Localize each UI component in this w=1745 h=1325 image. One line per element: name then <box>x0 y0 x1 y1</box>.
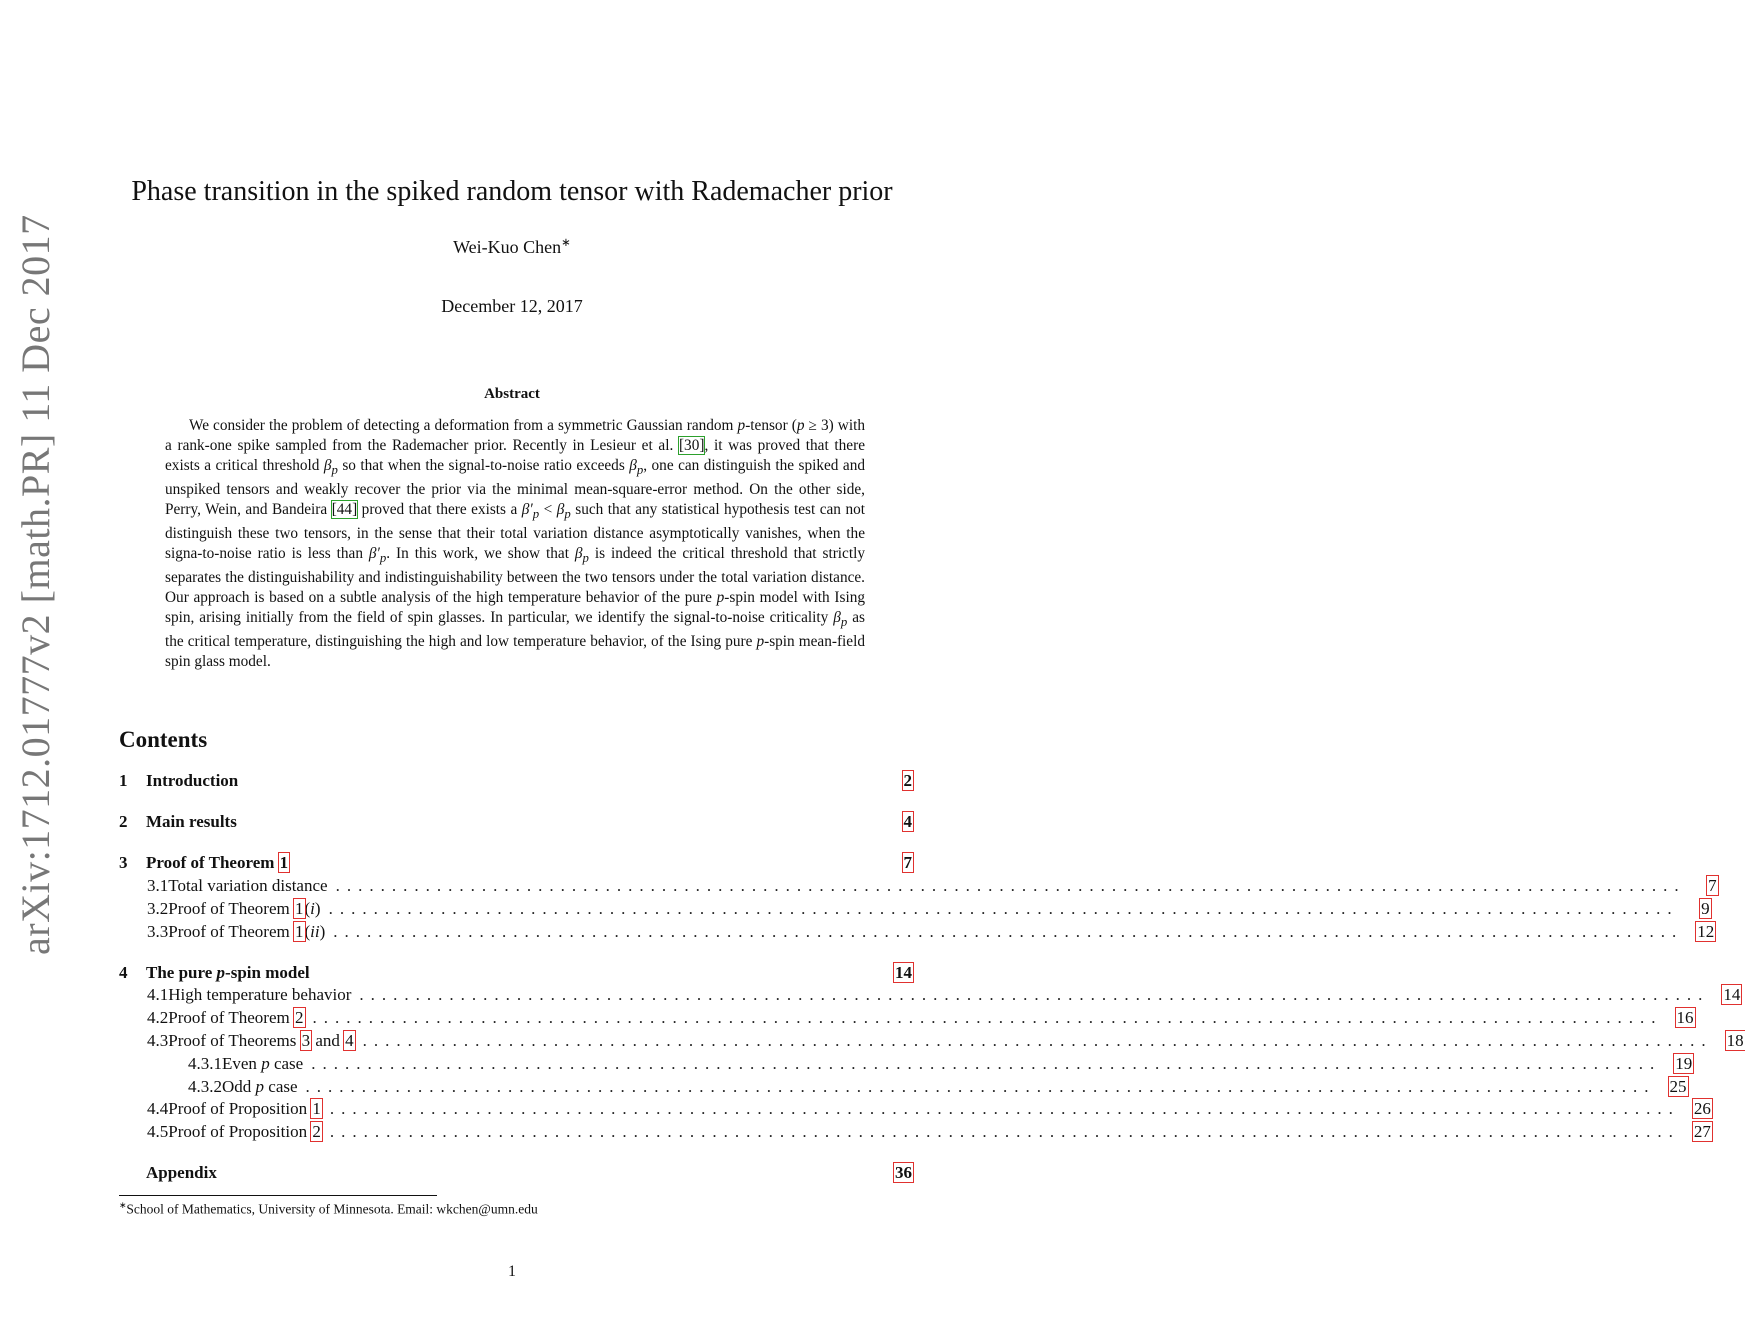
toc-title-part: p <box>216 963 226 982</box>
toc-entry-title <box>168 922 333 942</box>
arxiv-identifier-stamp: arXiv:1712.01777v2 [math.PR] 11 Dec 2017 <box>13 214 58 955</box>
toc-title-part: Even <box>222 1054 262 1073</box>
abstract-text: -tensor ( <box>745 417 797 434</box>
toc-entry-number: 4.5 <box>147 1122 169 1141</box>
toc-page-number <box>881 771 913 791</box>
toc-title-part: Main results <box>146 812 237 831</box>
toc-title-part: Proof of Proposition <box>168 1122 312 1141</box>
toc-page-link[interactable]: 7 <box>1708 876 1717 895</box>
toc-leader-dots: ........................................................................................................................ <box>333 922 1684 941</box>
toc-leader-dots: ........................................................................................................................ <box>329 1122 1680 1141</box>
toc-leader-dots: ........................................................................................................................ <box>359 985 1710 1004</box>
abstract-text: , it was proved that there exists a critical threshold <box>165 437 865 474</box>
toc-subsection-entry[interactable] <box>119 1122 1711 1144</box>
toc-entry-number: 3.2 <box>147 899 169 918</box>
toc-title-part: ) <box>314 899 321 918</box>
toc-title-part: ( <box>304 899 311 918</box>
math-symbol: p <box>796 417 805 434</box>
cross-reference-link[interactable]: 4 <box>345 1031 354 1050</box>
toc-page-link[interactable]: 25 <box>1669 1077 1687 1096</box>
toc-subsection-entry[interactable] <box>119 899 1710 921</box>
toc-page-link[interactable]: 36 <box>895 1163 912 1182</box>
math-subscript: p <box>379 551 387 566</box>
contents-heading: Contents <box>119 727 208 752</box>
toc-entry-number: 4.3.1 <box>188 1054 222 1073</box>
toc-page-link[interactable]: 4 <box>903 812 912 831</box>
toc-entry-title <box>168 899 328 919</box>
abstract-text: ≥ 3) with a rank-one spike sampled from the Rademacher prior. Recently in Lesieur et al. <box>165 417 865 454</box>
abstract-text: so that when the signal-to-noise ratio exceeds <box>337 457 630 474</box>
author-footnote-mark: ∗ <box>561 236 571 249</box>
toc-title-part: Proof of Theorems <box>168 1031 301 1050</box>
toc-entry-title <box>222 1077 306 1097</box>
abstract-text: < <box>539 501 557 519</box>
toc-page-number <box>1661 1054 1693 1074</box>
toc-page-link[interactable]: 26 <box>1693 1099 1711 1118</box>
toc-page-number <box>1713 1031 1745 1051</box>
math-symbol: p <box>716 589 725 607</box>
toc-entry-title <box>168 1031 362 1051</box>
toc-entry-title <box>168 1008 312 1028</box>
toc-title-part: Proof of Proposition <box>168 1099 312 1118</box>
abstract-text: is indeed the critical threshold that strictly separates the distinguishability and indistinguishability between the two tensors under the total variation distance. Our approach is based on a subtle analysis of the high temperature behavior of the pure <box>165 545 865 607</box>
toc-title-part: Appendix <box>146 1163 217 1182</box>
toc-section-entry[interactable] <box>119 1163 913 1185</box>
cross-reference-link[interactable]: 1 <box>279 853 289 872</box>
math-subscript: p <box>840 615 848 630</box>
toc-entry-title <box>146 963 318 983</box>
toc-entry-title <box>146 1163 225 1183</box>
toc-leader-dots: ........................................................................................................................ <box>328 899 1679 918</box>
author-name: Wei-Kuo Chen <box>453 237 562 257</box>
toc-subsection-entry[interactable] <box>119 876 1717 898</box>
toc-leader-dots: ........................................................................................................................ <box>329 1099 1680 1118</box>
toc-title-part: ) <box>319 922 326 941</box>
math-symbol: β′ <box>368 545 380 563</box>
toc-page-number <box>1683 922 1715 942</box>
paper-title: Phase transition in the spiked random tensor with Rademacher prior <box>131 176 893 207</box>
toc-page-number <box>1686 876 1718 896</box>
abstract-body <box>165 416 865 672</box>
math-subscript: p <box>636 463 644 478</box>
toc-entry-number: 3.1 <box>147 876 169 895</box>
toc-title-part: -spin model <box>225 963 310 982</box>
toc-entry-number: 2 <box>119 812 128 831</box>
citation-link[interactable]: [44] <box>331 501 358 519</box>
toc-subsection-entry[interactable] <box>119 1077 1687 1099</box>
abstract-text: We consider the problem of detecting a deformation from a symmetric Gaussian random <box>189 417 738 434</box>
toc-page-link[interactable]: 9 <box>1701 899 1710 918</box>
toc-title-part: Proof of Theorem <box>168 1008 294 1027</box>
toc-section-entry[interactable] <box>119 853 913 875</box>
math-symbol: β′ <box>521 501 533 519</box>
abstract-text: as the critical temperature, distinguishing the high and low temperature behavior, of the Ising pure <box>165 609 865 651</box>
toc-subsection-entry[interactable] <box>119 1031 1744 1053</box>
math-symbol: β <box>574 545 583 563</box>
footnote-rule <box>119 1195 437 1196</box>
toc-leader-dots: ........................................................................................................................ <box>362 1031 1713 1050</box>
toc-title-part: and <box>311 1031 345 1050</box>
toc-section-entry[interactable] <box>119 963 913 985</box>
toc-page-number <box>881 812 913 832</box>
cross-reference-link[interactable]: 3 <box>301 1031 311 1050</box>
toc-leader-dots: ........................................................................................................................ <box>312 1008 1663 1027</box>
toc-entry-title <box>168 1099 330 1119</box>
abstract-text: . In this work, we show that <box>386 545 575 563</box>
toc-title-part: Introduction <box>146 771 239 790</box>
toc-page-link[interactable]: 14 <box>1723 985 1741 1004</box>
math-symbol: β <box>629 457 637 474</box>
toc-leader-dots: ........................................................................................................................ <box>335 876 1686 895</box>
math-symbol: β <box>323 457 332 474</box>
toc-page-link[interactable]: 19 <box>1675 1054 1693 1073</box>
abstract-text: -spin mean-field spin glass model. <box>165 633 865 671</box>
math-symbol: β <box>833 609 841 627</box>
toc-page-number <box>1680 1122 1712 1142</box>
cross-reference-link[interactable]: 2 <box>312 1122 321 1141</box>
math-subscript: p <box>532 507 540 522</box>
toc-entry-number: 4.1 <box>147 985 169 1004</box>
toc-page-link[interactable]: 16 <box>1676 1008 1694 1027</box>
cross-reference-link[interactable]: 1 <box>312 1099 321 1118</box>
toc-subsection-entry[interactable] <box>119 1054 1693 1076</box>
toc-subsection-entry[interactable] <box>119 985 1741 1007</box>
abstract-text: proved that there exists a <box>357 501 522 519</box>
toc-page-link[interactable]: 27 <box>1693 1122 1711 1141</box>
page-number: 1 <box>508 1263 516 1280</box>
citation-link[interactable]: [30] <box>678 437 705 454</box>
toc-title-part: High temperature behavior <box>168 985 352 1004</box>
math-subscript: p <box>582 551 589 566</box>
toc-title-part: The pure <box>146 963 217 982</box>
cross-reference-link[interactable]: 1 <box>295 922 304 941</box>
toc-title-part: Proof of Theorem <box>168 922 294 941</box>
toc-page-link[interactable]: 2 <box>903 771 912 790</box>
abstract-heading: Abstract <box>484 386 540 402</box>
toc-entry-number: 4.2 <box>147 1008 169 1027</box>
footnote-text: School of Mathematics, University of Minnesota. Email: wkchen@umn.edu <box>126 1201 538 1217</box>
abstract-text: such that any statistical hypothesis test can not distinguish these two tensors, in the sense that their total variation distance asymptotically vanishes, when the signa-to-noise ratio is less than <box>165 501 865 563</box>
toc-entry-number: 4.4 <box>147 1099 169 1118</box>
author-line <box>0 235 1024 258</box>
toc-entry-title <box>146 812 245 832</box>
toc-title-part: Odd <box>222 1077 256 1096</box>
toc-entry-number: 4 <box>119 963 128 982</box>
toc-entry-title <box>146 771 246 791</box>
abstract-text: -spin model with Ising spin, arising initially from the field of spin glasses. In particular, we identify the signal-to-noise criticality <box>165 589 865 627</box>
toc-page-link[interactable]: 18 <box>1726 1031 1744 1050</box>
toc-page-number <box>881 1163 913 1183</box>
toc-title-part: Proof of Theorem <box>168 899 294 918</box>
toc-section-entry[interactable] <box>119 771 913 793</box>
toc-page-link[interactable]: 14 <box>895 963 912 982</box>
toc-page-number <box>1709 985 1741 1005</box>
toc-page-number <box>881 853 913 873</box>
cross-reference-link[interactable]: 1 <box>295 899 304 918</box>
toc-page-number <box>1680 1099 1712 1119</box>
abstract-text: , one can distinguish the spiked and unspiked tensors and weakly recover the prior via the minimal mean-square-error method. On the other side, Perry, Wein, and Bandeira <box>165 457 865 519</box>
toc-title-part: case <box>264 1077 298 1096</box>
cross-reference-link[interactable]: 2 <box>295 1008 304 1027</box>
toc-subsection-entry[interactable] <box>119 1008 1694 1030</box>
footnote <box>119 1200 538 1218</box>
toc-subsection-entry[interactable] <box>119 1099 1711 1121</box>
toc-title-part: ii <box>310 922 320 941</box>
math-subscript: p <box>331 463 338 478</box>
toc-title-part: Total variation distance <box>168 876 328 895</box>
toc-page-number <box>1663 1008 1695 1028</box>
paper-date: December 12, 2017 <box>441 296 583 316</box>
toc-entry-title <box>168 985 359 1005</box>
math-symbol: p <box>756 633 765 651</box>
toc-subsection-entry[interactable] <box>119 922 1715 944</box>
toc-section-entry[interactable] <box>119 812 913 834</box>
math-symbol: p <box>737 417 746 434</box>
toc-entry-title <box>168 876 335 896</box>
toc-leader-dots: ........................................................................................................................ <box>311 1054 1662 1073</box>
toc-leader-dots: ........................................................................................................................ <box>305 1077 1656 1096</box>
toc-title-part: p <box>261 1054 270 1073</box>
toc-entry-number: 4.3.2 <box>188 1077 222 1096</box>
toc-entry-number: 1 <box>119 771 128 790</box>
toc-page-link[interactable]: 12 <box>1697 922 1715 941</box>
toc-entry-number: 4.3 <box>147 1031 169 1050</box>
toc-entry-title <box>146 853 297 873</box>
toc-title-part: p <box>255 1077 265 1096</box>
toc-page-number <box>1679 899 1711 919</box>
toc-page-link[interactable]: 7 <box>903 853 912 872</box>
toc-title-part: Proof of Theorem <box>146 853 279 872</box>
toc-entry-title <box>168 1122 330 1142</box>
toc-entry-number: 3.3 <box>147 922 169 941</box>
toc-title-part: ( <box>304 922 311 941</box>
math-subscript: p <box>564 507 571 522</box>
toc-entry-number: 3 <box>119 853 128 872</box>
math-symbol: β <box>556 501 565 519</box>
toc-page-number <box>1656 1077 1688 1097</box>
footnote-mark: ∗ <box>119 1200 127 1210</box>
toc-page-number <box>881 963 913 983</box>
toc-title-part: case <box>269 1054 304 1073</box>
toc-title-part: i <box>310 899 315 918</box>
toc-entry-title <box>222 1054 311 1074</box>
